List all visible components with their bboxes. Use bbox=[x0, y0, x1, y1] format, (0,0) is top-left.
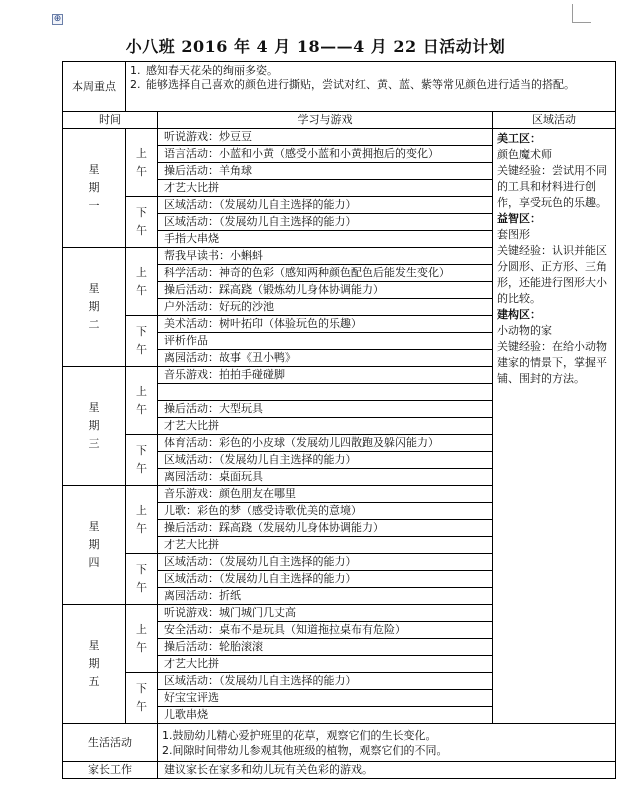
activity-cell: 操后活动：羊角球 bbox=[158, 163, 493, 180]
focus-label: 本周重点 bbox=[63, 62, 126, 112]
activity-cell: 才艺大比拼 bbox=[158, 656, 493, 673]
focus-item-text: 能够选择自己喜欢的颜色进行撕贴，尝试对红、黄、蓝、紫等常见颜色进行适当的搭配。 bbox=[146, 78, 575, 91]
morning-label bbox=[126, 129, 158, 197]
activity-cell: 操后活动：大型玩具 bbox=[158, 401, 493, 418]
activity-cell: 儿歌串烧 bbox=[158, 707, 493, 724]
activity-cell: 操后活动：轮胎滚滚 bbox=[158, 639, 493, 656]
afternoon-label bbox=[126, 435, 158, 486]
focus-row bbox=[63, 62, 616, 112]
area-zone bbox=[497, 307, 611, 323]
focus-item-text: 感知春天花朵的绚丽多姿。 bbox=[146, 64, 278, 77]
day-name: 星期四 bbox=[88, 520, 100, 569]
activity-cell: 音乐游戏：拍拍手碰碰脚 bbox=[158, 367, 493, 384]
activity-cell: 语言活动：小蓝和小黄（感受小蓝和小黄拥抱后的变化） bbox=[158, 146, 493, 163]
afternoon-text: 下午 bbox=[136, 563, 147, 594]
morning-text: 上午 bbox=[136, 146, 147, 178]
day-activity-row bbox=[63, 129, 616, 146]
activity-cell: 区域活动：（发展幼儿自主选择的能力） bbox=[158, 571, 493, 588]
life-item: 1.鼓励幼儿精心爱护班里的花草，观察它们的生长变化。 bbox=[162, 728, 437, 742]
morning-text: 上午 bbox=[136, 503, 147, 535]
parent-row bbox=[63, 762, 616, 779]
activity-cell: 才艺大比拼 bbox=[158, 418, 493, 435]
activity-cell bbox=[158, 384, 493, 401]
header-row bbox=[63, 112, 616, 129]
activity-cell: 体育活动：彩色的小皮球（发展幼儿四散跑及躲闪能力） bbox=[158, 435, 493, 452]
day-label bbox=[63, 248, 126, 367]
activity-cell: 评析作品 bbox=[158, 333, 493, 350]
area-zone-heading: 美工区： bbox=[497, 132, 541, 145]
life-label: 生活活动 bbox=[63, 724, 158, 762]
area-zone-key-experience: 关键经验：认识并能区分圆形、正方形、三角形，还能进行图形大小的比较。 bbox=[497, 244, 607, 305]
header-area: 区域活动 bbox=[493, 112, 616, 129]
activity-cell: 手指大串烧 bbox=[158, 231, 493, 248]
area-zone-name: 颜色魔术师 bbox=[497, 148, 552, 161]
header-learn: 学习与游戏 bbox=[158, 112, 493, 129]
activity-cell: 操后活动：踩高跷（发展幼儿身体协调能力） bbox=[158, 520, 493, 537]
day-name: 星期二 bbox=[88, 282, 100, 331]
parent-content: 建议家长在家多和幼儿玩有关色彩的游戏。 bbox=[158, 762, 616, 779]
area-zone bbox=[497, 131, 611, 147]
afternoon-label bbox=[126, 197, 158, 248]
afternoon-text: 下午 bbox=[136, 325, 147, 356]
day-name: 星期一 bbox=[88, 163, 100, 212]
area-zone-name: 小动物的家 bbox=[497, 324, 552, 337]
area-zone bbox=[497, 211, 611, 227]
focus-item-number: 2. bbox=[130, 78, 141, 91]
morning-text: 上午 bbox=[136, 384, 147, 416]
activity-cell: 才艺大比拼 bbox=[158, 537, 493, 554]
activity-cell: 才艺大比拼 bbox=[158, 180, 493, 197]
day-name: 星期五 bbox=[88, 639, 100, 688]
header-time: 时间 bbox=[63, 112, 158, 129]
activity-cell: 帮我早读书：小蝌蚪 bbox=[158, 248, 493, 265]
morning-label bbox=[126, 248, 158, 316]
area-zone-name: 套图形 bbox=[497, 228, 530, 241]
activity-cell: 音乐游戏：颜色朋友在哪里 bbox=[158, 486, 493, 503]
focus-item-number: 1. bbox=[130, 64, 141, 77]
day-label bbox=[63, 605, 126, 724]
life-content bbox=[158, 724, 616, 762]
day-name: 星期三 bbox=[88, 401, 100, 450]
activity-cell: 好宝宝评选 bbox=[158, 690, 493, 707]
afternoon-text: 下午 bbox=[136, 444, 147, 475]
activity-cell: 区域活动：（发展幼儿自主选择的能力） bbox=[158, 197, 493, 214]
focus-item bbox=[130, 64, 611, 78]
afternoon-label bbox=[126, 673, 158, 724]
page-corner-mark bbox=[572, 4, 591, 23]
life-row bbox=[63, 724, 616, 762]
morning-label bbox=[126, 605, 158, 673]
activity-cell: 离园活动：故事《丑小鸭》 bbox=[158, 350, 493, 367]
day-label bbox=[63, 129, 126, 248]
activity-cell: 区域活动：（发展幼儿自主选择的能力） bbox=[158, 554, 493, 571]
area-zone-key-experience: 关键经验：尝试用不同的工具和材料进行创作，享受玩色的乐趣。 bbox=[497, 164, 607, 209]
afternoon-text: 下午 bbox=[136, 206, 147, 237]
afternoon-label bbox=[126, 316, 158, 367]
focus-item bbox=[130, 78, 611, 92]
focus-content bbox=[126, 62, 616, 112]
morning-label bbox=[126, 486, 158, 554]
area-zone-key-experience: 关键经验：在给小动物建家的情景下，掌握平铺、围封的方法。 bbox=[497, 340, 607, 385]
document-title: 小八班 2016 年 4 月 18——4 月 22 日活动计划 bbox=[125, 37, 506, 56]
activity-cell: 离园活动：桌面玩具 bbox=[158, 469, 493, 486]
day-label bbox=[63, 486, 126, 605]
activity-cell: 美术活动：树叶拓印（体验玩色的乐趣） bbox=[158, 316, 493, 333]
table-move-handle-icon[interactable]: ⊕ bbox=[53, 14, 62, 24]
afternoon-label bbox=[126, 554, 158, 605]
activity-cell: 户外活动：好玩的沙池 bbox=[158, 299, 493, 316]
activity-plan-table bbox=[62, 61, 616, 779]
morning-text: 上午 bbox=[136, 265, 147, 297]
activity-cell: 科学活动：神奇的色彩（感知两种颜色配色后能发生变化） bbox=[158, 265, 493, 282]
day-label bbox=[63, 367, 126, 486]
activity-cell: 操后活动：踩高跷（锻炼幼儿身体协调能力） bbox=[158, 282, 493, 299]
activity-cell: 离园活动：折纸 bbox=[158, 588, 493, 605]
activity-cell: 区域活动：（发展幼儿自主选择的能力） bbox=[158, 214, 493, 231]
activity-cell: 区域活动：（发展幼儿自主选择的能力） bbox=[158, 452, 493, 469]
area-activities-cell bbox=[493, 129, 616, 724]
activity-cell: 区域活动：（发展幼儿自主选择的能力） bbox=[158, 673, 493, 690]
area-zone-heading: 建构区： bbox=[497, 308, 541, 321]
activity-cell: 听说游戏：炒豆豆 bbox=[158, 129, 493, 146]
afternoon-text: 下午 bbox=[136, 682, 147, 713]
area-zone-heading: 益智区： bbox=[497, 212, 541, 225]
parent-label: 家长工作 bbox=[63, 762, 158, 779]
activity-cell: 听说游戏：城门城门几丈高 bbox=[158, 605, 493, 622]
activity-cell: 儿歌：彩色的梦（感受诗歌优美的意境） bbox=[158, 503, 493, 520]
life-item: 2.间隙时间带幼儿参观其他班级的植物，观察它们的不同。 bbox=[162, 743, 448, 757]
morning-text: 上午 bbox=[136, 622, 147, 654]
morning-label bbox=[126, 367, 158, 435]
activity-cell: 安全活动：桌布不是玩具（知道拖拉桌布有危险） bbox=[158, 622, 493, 639]
